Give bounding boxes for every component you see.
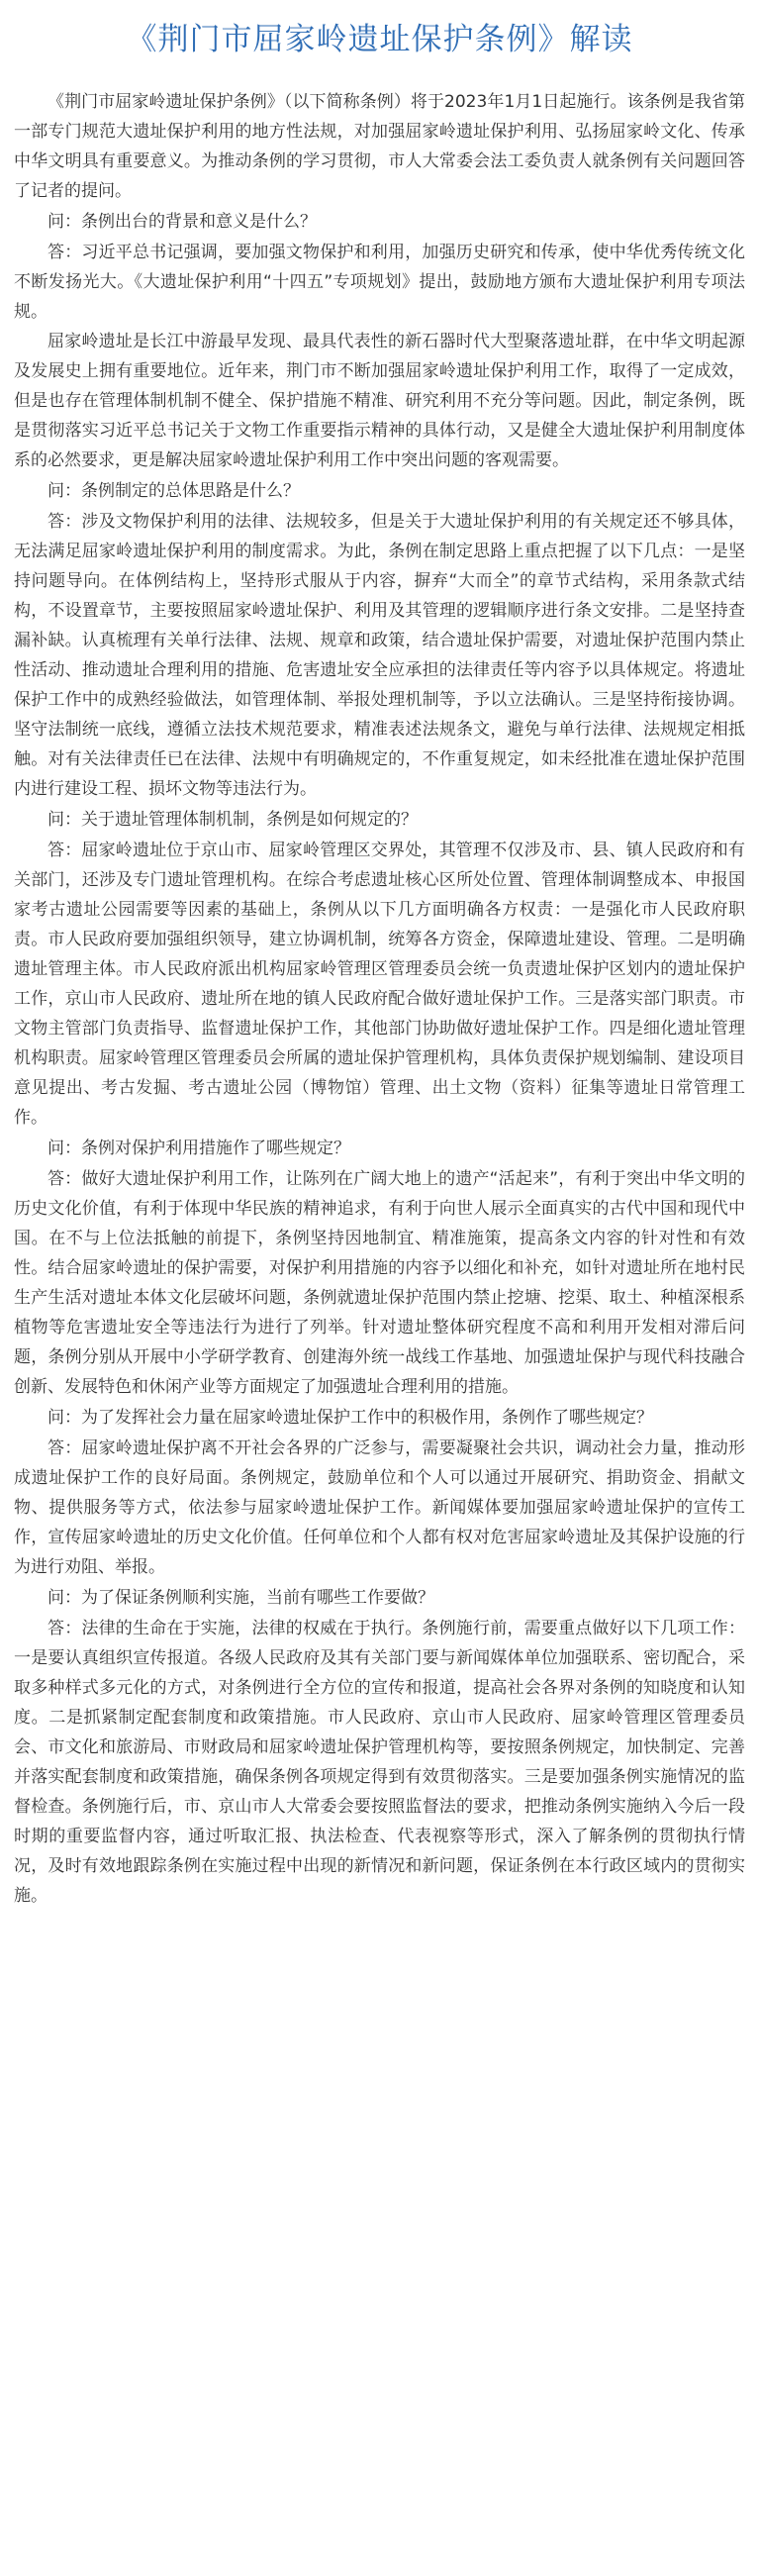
question-6: 问：为了保证条例顺利实施，当前有哪些工作要做？ (47, 1588, 434, 1608)
article-title: 《荆门市屈家岭遗址保护条例》解读 (126, 22, 633, 57)
answer-1-continued: 屈家岭遗址是长江中游最早发现、最具代表性的新石器时代大型聚落遗址群，在中华文明起源及发展史上拥有重要地位。近年来，荆门市不断加强屈家岭遗址保护利用工作，取得了一定成效，但是也存在管理体制机制不健全、保护措施不精准、研究利用不充分等问题。因此，制定条例，既是贯彻落实习近平总书记关于文物工作重要指示精神的具体行动，又是健全大遗址保护利用制度体系的必然要求，更是解决屈家岭遗址保护利用工作中突出问题的客观需要。 (14, 332, 745, 470)
answer-3: 答：屈家岭遗址位于京山市、屈家岭管理区交界处，其管理不仅涉及市、县、镇人民政府和有关部门，还涉及专门遗址管理机构。在综合考虑遗址核心区所处位置、管理体制调整成本、申报国家考古遗址公园需要等因素的基础上，条例从以下几方面明确各方权责：一是强化市人民政府职责。市人民政府要加强组织领导，建立协调机制，统筹各方资金，保障遗址建设、管理。二是明确遗址管理主体。市人民政府派出机构屈家岭管理区管理委员会统一负责遗址保护区划内的遗址保护工作，京山市人民政府、遗址所在地的镇人民政府配合做好遗址保护工作。三是落实部门职责。市文物主管部门负责指导、监督遗址保护工作，其他部门协助做好遗址保护工作。四是细化遗址管理机构职责。屈家岭管理区管理委员会所属的遗址保护管理机构，具体负责保护规划编制、建设项目意见提出、考古发掘、考古遗址公园（博物馆）管理、出土文物（资料）征集等遗址日常管理工作。 (14, 841, 745, 1128)
question-1: 问：条例出台的背景和意义是什么？ (47, 212, 317, 232)
answer-5: 答：屈家岭遗址保护离不开社会各界的广泛参与，需要凝聚社会共识，调动社会力量，推动形成遗址保护工作的良好局面。条例规定，鼓励单位和个人可以通过开展研究、捐助资金、捐献文物、提供服务等方式，依法参与屈家岭遗址保护工作。新闻媒体要加强屈家岭遗址保护的宣传工作，宣传屈家岭遗址的历史文化价值。任何单位和个人都有权对危害屈家岭遗址及其保护设施的行为进行劝阻、举报。 (14, 1438, 745, 1577)
question-4: 问：条例对保护利用措施作了哪些规定？ (47, 1139, 350, 1158)
answer-6: 答：法律的生命在于实施，法律的权威在于执行。条例施行前，需要重点做好以下几项工作：一是要认真组织宣传报道。各级人民政府及其有关部门要与新闻媒体单位加强联系、密切配合，采取多种样式多元化的方式，对条例进行全方位的宣传和报道，提高社会各界对条例的知晓度和认知度。二是抓紧制定配套制度和政策措施。市人民政府、京山市人民政府、屈家岭管理区管理委员会、市文化和旅游局、市财政局和屈家岭遗址保护管理机构等，要按照条例规定，加快制定、完善并落实配套制度和政策措施，确保条例各项规定得到有效贯彻落实。三是要加强条例实施情况的监督检查。条例施行后，市、京山市人大常委会要按照监督法的要求，把推动条例实施纳入今后一段时期的重要监督内容，通过听取汇报、执法检查、代表视察等形式，深入了解条例的贯彻执行情况，及时有效地跟踪条例在实施过程中出现的新情况和新问题，保证条例在本行政区域内的贯彻实施。 (14, 1619, 745, 1906)
intro-paragraph: 《荆门市屈家岭遗址保护条例》（以下简称条例）将于2023年1月1日起施行。该条例是我省第一部专门规范大遗址保护利用的地方性法规，对加强屈家岭遗址保护利用、弘扬屈家岭文化、传承中华文明具有重要意义。为推动条例的学习贯彻，市人大常委会法工委负责人就条例有关问题回答了记者的提问。 (14, 92, 745, 201)
question-2: 问：条例制定的总体思路是什么？ (47, 481, 300, 501)
answer-1: 答：习近平总书记强调，要加强文物保护和利用，加强历史研究和传承，使中华优秀传统文化不断发扬光大。《大遗址保护利用“十四五”专项规划》提出，鼓励地方颁布大遗址保护利用专项法规。 (14, 243, 745, 322)
question-3: 问：关于遗址管理体制机制，条例是如何规定的？ (47, 810, 418, 830)
question-5: 问：为了发挥社会力量在屈家岭遗址保护工作中的积极作用，条例作了哪些规定？ (47, 1408, 653, 1428)
answer-2: 答：涉及文物保护利用的法律、法规较多，但是关于大遗址保护利用的有关规定还不够具体，无法满足屈家岭遗址保护利用的制度需求。为此，条例在制定思路上重点把握了以下几点：一是坚持问题导向。在体例结构上，坚持形式服从于内容，摒弃“大而全”的章节式结构，采用条款式结构，不设置章节，主要按照屈家岭遗址保护、利用及其管理的逻辑顺序进行条文安排。二是坚持查漏补缺。认真梳理有关单行法律、法规、规章和政策，结合遗址保护需要，对遗址保护范围内禁止性活动、推动遗址合理利用的措施、危害遗址安全应承担的法律责任等内容予以具体规定。将遗址保护工作中的成熟经验做法，如管理体制、举报处理机制等，予以立法确认。三是坚持衔接协调。坚守法制统一底线，遵循立法技术规范要求，精准表述法规条文，避免与单行法律、法规规定相抵触。对有关法律责任已在法律、法规中有明确规定的，不作重复规定，如未经批准在遗址保护范围内进行建设工程、损坏文物等违法行为。 (14, 512, 745, 799)
answer-4: 答：做好大遗址保护利用工作，让陈列在广阔大地上的遗产“活起来”，有利于突出中华文明的历史文化价值，有利于体现中华民族的精神追求，有利于向世人展示全面真实的古代中国和现代中国。在不与上位法抵触的前提下，条例坚持因地制宜、精准施策，提高条文内容的针对性和有效性。结合屈家岭遗址的保护需要，对保护利用措施的内容予以细化和补充，如针对遗址所在地村民生产生活对遗址本体文化层破坏问题，条例就遗址保护范围内禁止挖塘、挖渠、取土、种植深根系植物等危害遗址安全等违法行为进行了列举。针对遗址整体研究程度不高和利用开发相对滞后问题，条例分别从开展中小学研学教育、创建海外统一战线工作基地、加强遗址保护与现代科技融合创新、发展特色和休闲产业等方面规定了加强遗址合理利用的措施。 (14, 1169, 745, 1397)
